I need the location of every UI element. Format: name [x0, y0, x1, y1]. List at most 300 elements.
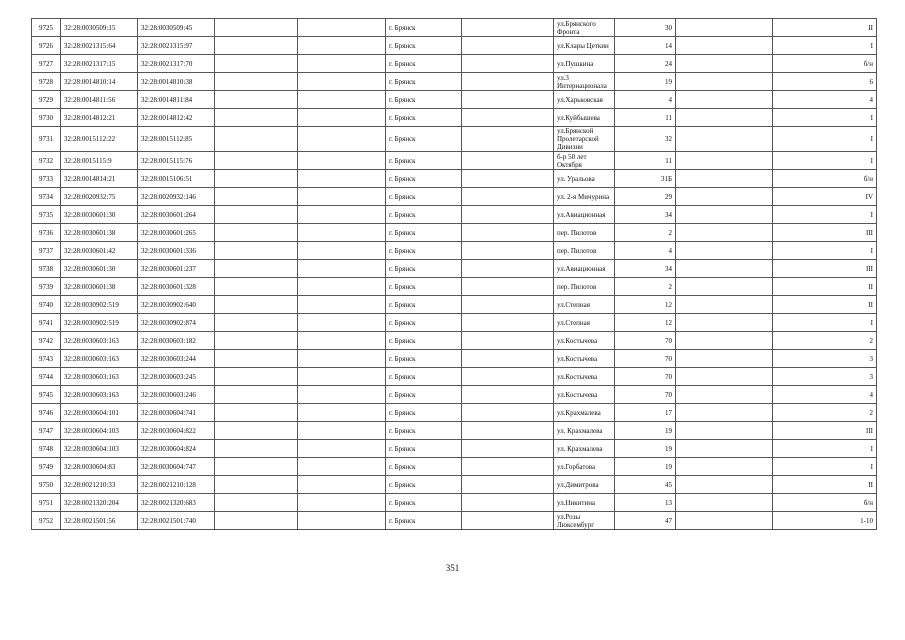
- object-cadastral-number: 32:28:0030603:246: [138, 386, 215, 404]
- cadastral-number: 32:28:0030603:163: [61, 350, 138, 368]
- street-cell: ул.3 Интернационала: [554, 73, 615, 91]
- row-number: 9750: [32, 476, 61, 494]
- empty-cell: [462, 314, 554, 332]
- cadastral-number: 32:28:0014811:56: [61, 91, 138, 109]
- street-cell: ул.Пушкина: [554, 55, 615, 73]
- empty-cell: [676, 55, 773, 73]
- object-cadastral-number: 32:28:0021317:70: [138, 55, 215, 73]
- empty-cell: [462, 404, 554, 422]
- empty-cell: [215, 37, 298, 55]
- house-number: 19: [615, 440, 676, 458]
- empty-cell: [298, 476, 386, 494]
- row-number: 9738: [32, 260, 61, 278]
- street-cell: б-р 50 лет Октября: [554, 152, 615, 170]
- building-number: II: [773, 19, 877, 37]
- empty-cell: [462, 368, 554, 386]
- table-row: [32, 278, 877, 296]
- empty-cell: [215, 170, 298, 188]
- row-number: 9744: [32, 368, 61, 386]
- house-number: 34: [615, 260, 676, 278]
- empty-cell: [215, 314, 298, 332]
- object-cadastral-number: 32:28:0030604:822: [138, 422, 215, 440]
- house-number: 14: [615, 37, 676, 55]
- empty-cell: [676, 109, 773, 127]
- empty-cell: [215, 127, 298, 152]
- empty-cell: [676, 332, 773, 350]
- city-cell: г. Брянск: [386, 494, 462, 512]
- empty-cell: [215, 296, 298, 314]
- city-cell: г. Брянск: [386, 512, 462, 530]
- empty-cell: [215, 242, 298, 260]
- house-number: 24: [615, 55, 676, 73]
- object-cadastral-number: 32:28:0021210:128: [138, 476, 215, 494]
- house-number: 70: [615, 332, 676, 350]
- empty-cell: [462, 350, 554, 368]
- city-cell: г. Брянск: [386, 458, 462, 476]
- row-number: 9748: [32, 440, 61, 458]
- empty-cell: [462, 73, 554, 91]
- house-number: 47: [615, 512, 676, 530]
- house-number: 12: [615, 296, 676, 314]
- empty-cell: [215, 224, 298, 242]
- object-cadastral-number: 32:28:0030509:45: [138, 19, 215, 37]
- empty-cell: [676, 440, 773, 458]
- empty-cell: [215, 332, 298, 350]
- row-number: 9747: [32, 422, 61, 440]
- empty-cell: [462, 19, 554, 37]
- street-cell: ул.Брянской Пролетарской Дивизии: [554, 127, 615, 152]
- table-row: [32, 91, 877, 109]
- street-cell: ул.Крахмалева: [554, 404, 615, 422]
- table-row: [32, 242, 877, 260]
- table-row: [32, 440, 877, 458]
- row-number: 9739: [32, 278, 61, 296]
- empty-cell: [215, 152, 298, 170]
- row-number: 9733: [32, 170, 61, 188]
- table-row: [32, 152, 877, 170]
- empty-cell: [298, 296, 386, 314]
- empty-cell: [462, 37, 554, 55]
- cadastral-number: 32:28:0014812:21: [61, 109, 138, 127]
- empty-cell: [462, 422, 554, 440]
- empty-cell: [298, 242, 386, 260]
- empty-cell: [462, 109, 554, 127]
- empty-cell: [462, 206, 554, 224]
- empty-cell: [462, 512, 554, 530]
- cadastral-number: 32:28:0021320:204: [61, 494, 138, 512]
- empty-cell: [462, 494, 554, 512]
- cadastral-number: 32:28:0021317:15: [61, 55, 138, 73]
- cadastral-number: 32:28:0030604:103: [61, 440, 138, 458]
- object-cadastral-number: 32:28:0030902:640: [138, 296, 215, 314]
- city-cell: г. Брянск: [386, 386, 462, 404]
- house-number: 30: [615, 19, 676, 37]
- cadastral-number: 32:28:0030902:519: [61, 296, 138, 314]
- house-number: 2: [615, 224, 676, 242]
- empty-cell: [676, 260, 773, 278]
- city-cell: г. Брянск: [386, 109, 462, 127]
- cadastral-number: 32:28:0015112:22: [61, 127, 138, 152]
- row-number: 9725: [32, 19, 61, 37]
- object-cadastral-number: 32:28:0030601:328: [138, 278, 215, 296]
- table-row: [32, 55, 877, 73]
- house-number: 17: [615, 404, 676, 422]
- empty-cell: [462, 224, 554, 242]
- row-number: 9730: [32, 109, 61, 127]
- row-number: 9745: [32, 386, 61, 404]
- house-number: 70: [615, 350, 676, 368]
- empty-cell: [462, 152, 554, 170]
- object-cadastral-number: 32:28:0030603:244: [138, 350, 215, 368]
- object-cadastral-number: 32:28:0030603:182: [138, 332, 215, 350]
- row-number: 9752: [32, 512, 61, 530]
- empty-cell: [215, 206, 298, 224]
- cadastral-number: 32:28:0015115:9: [61, 152, 138, 170]
- empty-cell: [676, 368, 773, 386]
- empty-cell: [298, 127, 386, 152]
- empty-cell: [298, 368, 386, 386]
- row-number: 9737: [32, 242, 61, 260]
- table-row: [32, 368, 877, 386]
- empty-cell: [676, 206, 773, 224]
- building-number: I: [773, 314, 877, 332]
- object-cadastral-number: 32:28:0030902:874: [138, 314, 215, 332]
- house-number: 19: [615, 422, 676, 440]
- house-number: 31Б: [615, 170, 676, 188]
- empty-cell: [215, 512, 298, 530]
- empty-cell: [215, 350, 298, 368]
- empty-cell: [298, 206, 386, 224]
- table-row: [32, 37, 877, 55]
- street-cell: ул.Авиационная: [554, 260, 615, 278]
- house-number: 4: [615, 242, 676, 260]
- city-cell: г. Брянск: [386, 91, 462, 109]
- row-number: 9732: [32, 152, 61, 170]
- cadastral-number: 32:28:0021501:56: [61, 512, 138, 530]
- table-row: [32, 404, 877, 422]
- empty-cell: [676, 494, 773, 512]
- city-cell: г. Брянск: [386, 37, 462, 55]
- row-number: 9727: [32, 55, 61, 73]
- house-number: 19: [615, 458, 676, 476]
- empty-cell: [462, 440, 554, 458]
- house-number: 34: [615, 206, 676, 224]
- building-number: 2: [773, 332, 877, 350]
- empty-cell: [215, 91, 298, 109]
- row-number: 9736: [32, 224, 61, 242]
- empty-cell: [676, 127, 773, 152]
- cadastral-number: 32:28:0014814:21: [61, 170, 138, 188]
- object-cadastral-number: 32:28:0021315:97: [138, 37, 215, 55]
- cadastral-number: 32:28:0030902:519: [61, 314, 138, 332]
- city-cell: г. Брянск: [386, 224, 462, 242]
- street-cell: ул.Димитрова: [554, 476, 615, 494]
- empty-cell: [676, 386, 773, 404]
- building-number: 4: [773, 386, 877, 404]
- table-row: [32, 170, 877, 188]
- empty-cell: [215, 188, 298, 206]
- empty-cell: [462, 242, 554, 260]
- cadastral-number: 32:28:0030601:42: [61, 242, 138, 260]
- table-row: [32, 188, 877, 206]
- city-cell: г. Брянск: [386, 206, 462, 224]
- empty-cell: [215, 494, 298, 512]
- city-cell: г. Брянск: [386, 368, 462, 386]
- empty-cell: [462, 170, 554, 188]
- empty-cell: [298, 91, 386, 109]
- cadastral-number: 32:28:0030604:103: [61, 422, 138, 440]
- table-row: [32, 109, 877, 127]
- object-cadastral-number: 32:28:0030601:264: [138, 206, 215, 224]
- object-cadastral-number: 32:28:0015106:51: [138, 170, 215, 188]
- table-row: [32, 332, 877, 350]
- empty-cell: [298, 458, 386, 476]
- empty-cell: [676, 350, 773, 368]
- table-row: [32, 458, 877, 476]
- building-number: I: [773, 206, 877, 224]
- cadastral-number: 32:28:0030603:163: [61, 368, 138, 386]
- table-row: [32, 350, 877, 368]
- city-cell: г. Брянск: [386, 73, 462, 91]
- building-number: I: [773, 37, 877, 55]
- row-number: 9746: [32, 404, 61, 422]
- city-cell: г. Брянск: [386, 127, 462, 152]
- building-number: I: [773, 109, 877, 127]
- empty-cell: [298, 19, 386, 37]
- empty-cell: [215, 260, 298, 278]
- cadastral-number: 32:28:0030603:163: [61, 332, 138, 350]
- cadastral-number: 32:28:0030601:38: [61, 278, 138, 296]
- building-number: 4: [773, 91, 877, 109]
- empty-cell: [676, 152, 773, 170]
- house-number: 29: [615, 188, 676, 206]
- empty-cell: [298, 494, 386, 512]
- cadastral-number: 32:28:0030601:30: [61, 260, 138, 278]
- empty-cell: [215, 458, 298, 476]
- empty-cell: [215, 476, 298, 494]
- table-row: [32, 206, 877, 224]
- empty-cell: [298, 332, 386, 350]
- building-number: 3: [773, 368, 877, 386]
- empty-cell: [298, 422, 386, 440]
- empty-cell: [676, 278, 773, 296]
- empty-cell: [298, 440, 386, 458]
- empty-cell: [462, 278, 554, 296]
- empty-cell: [676, 224, 773, 242]
- empty-cell: [676, 73, 773, 91]
- row-number: 9726: [32, 37, 61, 55]
- empty-cell: [298, 152, 386, 170]
- table-row: [32, 422, 877, 440]
- object-cadastral-number: 32:28:0021320:683: [138, 494, 215, 512]
- empty-cell: [462, 476, 554, 494]
- street-cell: ул. Крахмалева: [554, 422, 615, 440]
- empty-cell: [298, 109, 386, 127]
- object-cadastral-number: 32:28:0030604:747: [138, 458, 215, 476]
- city-cell: г. Брянск: [386, 170, 462, 188]
- object-cadastral-number: 32:28:0030601:265: [138, 224, 215, 242]
- building-number: I: [773, 458, 877, 476]
- cadastral-number: 32:28:0030601:38: [61, 224, 138, 242]
- registry-table: [31, 18, 877, 530]
- table-row: [32, 296, 877, 314]
- object-cadastral-number: 32:28:0030604:824: [138, 440, 215, 458]
- city-cell: г. Брянск: [386, 19, 462, 37]
- empty-cell: [215, 404, 298, 422]
- empty-cell: [676, 19, 773, 37]
- table-row: [32, 494, 877, 512]
- row-number: 9749: [32, 458, 61, 476]
- empty-cell: [462, 386, 554, 404]
- empty-cell: [298, 55, 386, 73]
- cadastral-number: 32:28:0021210:33: [61, 476, 138, 494]
- street-cell: ул. Уральова: [554, 170, 615, 188]
- street-cell: ул.Степная: [554, 296, 615, 314]
- cadastral-number: 32:28:0021315:64: [61, 37, 138, 55]
- building-number: 1-10: [773, 512, 877, 530]
- table-body: [32, 19, 877, 530]
- city-cell: г. Брянск: [386, 260, 462, 278]
- cadastral-number: 32:28:0030603:163: [61, 386, 138, 404]
- house-number: 4: [615, 91, 676, 109]
- city-cell: г. Брянск: [386, 188, 462, 206]
- empty-cell: [676, 91, 773, 109]
- empty-cell: [215, 109, 298, 127]
- street-cell: ул.Куйбышева: [554, 109, 615, 127]
- empty-cell: [462, 260, 554, 278]
- empty-cell: [462, 188, 554, 206]
- building-number: I: [773, 127, 877, 152]
- table-row: [32, 19, 877, 37]
- empty-cell: [298, 512, 386, 530]
- row-number: 9751: [32, 494, 61, 512]
- building-number: II: [773, 296, 877, 314]
- empty-cell: [298, 73, 386, 91]
- building-number: I: [773, 152, 877, 170]
- street-cell: ул.Костычева: [554, 368, 615, 386]
- street-cell: пер. Пилотов: [554, 278, 615, 296]
- empty-cell: [676, 314, 773, 332]
- empty-cell: [462, 55, 554, 73]
- house-number: 12: [615, 314, 676, 332]
- table-row: [32, 127, 877, 152]
- empty-cell: [298, 404, 386, 422]
- house-number: 13: [615, 494, 676, 512]
- city-cell: г. Брянск: [386, 314, 462, 332]
- empty-cell: [462, 91, 554, 109]
- empty-cell: [676, 242, 773, 260]
- building-number: 2: [773, 404, 877, 422]
- street-cell: пер. Пилотов: [554, 242, 615, 260]
- object-cadastral-number: 32:28:0014810:38: [138, 73, 215, 91]
- city-cell: г. Брянск: [386, 422, 462, 440]
- object-cadastral-number: 32:28:0014811:84: [138, 91, 215, 109]
- city-cell: г. Брянск: [386, 332, 462, 350]
- empty-cell: [298, 260, 386, 278]
- street-cell: пер. Пилотов: [554, 224, 615, 242]
- table-row: [32, 224, 877, 242]
- street-cell: ул.Харьковская: [554, 91, 615, 109]
- empty-cell: [215, 73, 298, 91]
- row-number: 9740: [32, 296, 61, 314]
- city-cell: г. Брянск: [386, 55, 462, 73]
- object-cadastral-number: 32:28:0030601:336: [138, 242, 215, 260]
- registry-table-container: [31, 18, 876, 530]
- row-number: 9731: [32, 127, 61, 152]
- house-number: 70: [615, 386, 676, 404]
- row-number: 9728: [32, 73, 61, 91]
- cadastral-number: 32:28:0014810:14: [61, 73, 138, 91]
- cadastral-number: 32:28:0020932:75: [61, 188, 138, 206]
- city-cell: г. Брянск: [386, 296, 462, 314]
- street-cell: ул.Никитина: [554, 494, 615, 512]
- building-number: I: [773, 440, 877, 458]
- empty-cell: [676, 458, 773, 476]
- street-cell: ул.Розы Люксембург: [554, 512, 615, 530]
- city-cell: г. Брянск: [386, 440, 462, 458]
- object-cadastral-number: 32:28:0030604:741: [138, 404, 215, 422]
- street-cell: ул.Брянского Фронта: [554, 19, 615, 37]
- object-cadastral-number: 32:28:0015115:76: [138, 152, 215, 170]
- table-row: [32, 476, 877, 494]
- empty-cell: [298, 224, 386, 242]
- table-row: [32, 314, 877, 332]
- street-cell: ул.Костычева: [554, 386, 615, 404]
- house-number: 70: [615, 368, 676, 386]
- building-number: б/н: [773, 170, 877, 188]
- house-number: 11: [615, 109, 676, 127]
- cadastral-number: 32:28:0030604:101: [61, 404, 138, 422]
- empty-cell: [676, 188, 773, 206]
- row-number: 9729: [32, 91, 61, 109]
- object-cadastral-number: 32:28:0030603:245: [138, 368, 215, 386]
- empty-cell: [215, 19, 298, 37]
- street-cell: ул.Клары Цеткин: [554, 37, 615, 55]
- city-cell: г. Брянск: [386, 476, 462, 494]
- street-cell: ул. 2-я Мичурина: [554, 188, 615, 206]
- empty-cell: [215, 440, 298, 458]
- house-number: 45: [615, 476, 676, 494]
- row-number: 9735: [32, 206, 61, 224]
- object-cadastral-number: 32:28:0021501:740: [138, 512, 215, 530]
- table-row: [32, 386, 877, 404]
- row-number: 9734: [32, 188, 61, 206]
- object-cadastral-number: 32:28:0020932:146: [138, 188, 215, 206]
- empty-cell: [298, 278, 386, 296]
- cadastral-number: 32:28:0030604:83: [61, 458, 138, 476]
- empty-cell: [462, 296, 554, 314]
- street-cell: ул.Костычева: [554, 350, 615, 368]
- building-number: III: [773, 224, 877, 242]
- empty-cell: [462, 332, 554, 350]
- empty-cell: [298, 314, 386, 332]
- street-cell: ул. Крахмалева: [554, 440, 615, 458]
- city-cell: г. Брянск: [386, 242, 462, 260]
- row-number: 9743: [32, 350, 61, 368]
- empty-cell: [215, 278, 298, 296]
- city-cell: г. Брянск: [386, 350, 462, 368]
- empty-cell: [298, 188, 386, 206]
- building-number: б/н: [773, 55, 877, 73]
- street-cell: ул.Степная: [554, 314, 615, 332]
- empty-cell: [215, 368, 298, 386]
- empty-cell: [676, 296, 773, 314]
- page-number: 351: [445, 563, 460, 573]
- empty-cell: [215, 386, 298, 404]
- building-number: II: [773, 476, 877, 494]
- empty-cell: [298, 350, 386, 368]
- table-row: [32, 73, 877, 91]
